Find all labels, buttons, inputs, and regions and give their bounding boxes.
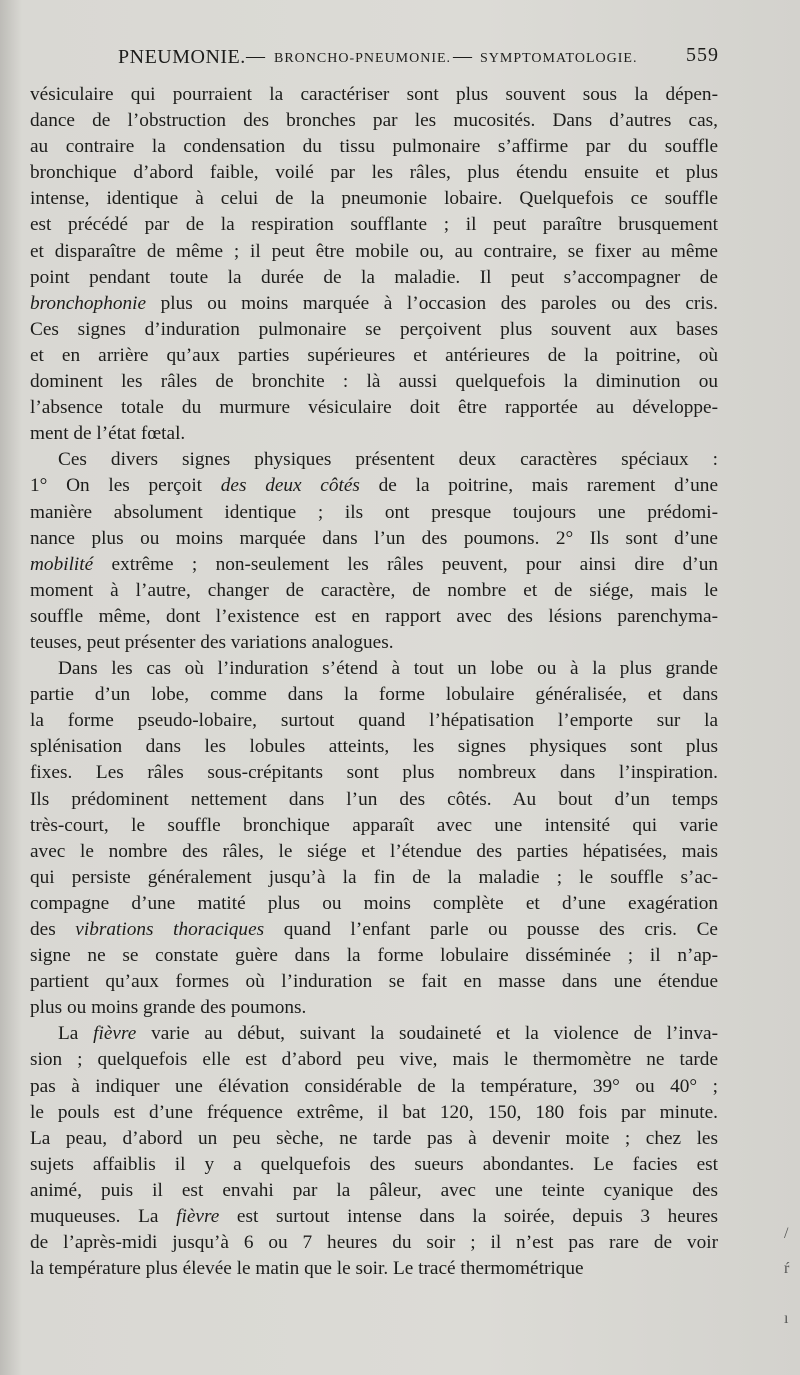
text-line: ment de l’état fœtal. [30,423,186,445]
text-line: partie d’un lobe, comme dans la forme lobulaire généralisée, et dans [30,684,718,706]
header-dash: — [453,46,473,67]
text-line: la température plus élevée le matin que le soir. Le tracé thermométrique [30,1258,584,1280]
paragraph [30,656,718,1021]
page-number: 559 [686,44,719,66]
text-line: muqueuses. La fièvre est surtout intense dans la soirée, depuis 3 heures [30,1206,718,1228]
header-dash: — [246,46,266,67]
paragraph [30,82,718,447]
text-line: La peau, d’abord un peu sèche, ne tarde pas à devenir moite ; chez les [30,1127,718,1149]
text-line: animé, puis il est envahi par la pâleur, avec une teinte cyanique des [30,1179,718,1201]
header-title: PNEUMONIE. [118,46,246,68]
text-line: Ces signes d’induration pulmonaire se perçoivent plus souvent aux bases [30,318,718,340]
text-line: La fièvre varie au début, suivant la soudaineté et la violence de l’inva- [58,1023,718,1045]
text-line: et disparaître de même ; il peut être mobile ou, au contraire, se fixer au même [30,240,718,262]
text-line: point pendant toute la durée de la maladie. Il peut s’accompagner de [30,266,718,288]
text-line: est précédé par de la respiration soufflante ; il peut paraître brusquement [30,214,718,236]
margin-speck: ı [784,1310,789,1327]
text-line: dominent les râles de bronchite : là aussi quelquefois la diminution ou [30,371,718,393]
text-line: pas à indiquer une élévation considérable de la température, 39° ou 40° ; [30,1075,718,1097]
text-line: Dans les cas où l’induration s’étend à tout un lobe ou à la plus grande [58,658,718,680]
text-line: le pouls est d’une fréquence extrême, il bat 120, 150, 180 fois par minute. [30,1101,718,1123]
text-line: nance plus ou moins marquée dans l’un des poumons. 2° Ils sont d’une [30,527,718,549]
text-line: 1° On les perçoit des deux côtés de la poitrine, mais rarement d’une [30,475,718,497]
text-line: manière absolument identique ; ils ont presque toujours une prédomi- [30,501,718,523]
text-line: Ils prédominent nettement dans l’un des côtés. Au bout d’un temps [30,788,718,810]
margin-speck: ŕ [784,1260,790,1277]
text-line: bronchique d’abord faible, voilé par les râles, plus étendu ensuite et plus [30,162,718,184]
text-line: fixes. Les râles sous-crépitants sont plus nombreux dans l’inspiration. [30,762,718,784]
paragraph [30,447,718,656]
header-subtitle: BRONCHO-PNEUMONIE. [274,51,452,66]
text-line: qui persiste généralement jusqu’à la fin de la maladie ; le souffle s’ac- [30,866,718,888]
text-line: partient qu’aux formes où l’induration se fait en masse dans une étendue [30,971,718,993]
text-line: sion ; quelquefois elle est d’abord peu vive, mais le thermomètre ne tarde [30,1049,718,1071]
body-text [30,82,718,1282]
text-line: avec le nombre des râles, le siége et l’étendue des parties hépatisées, mais [30,840,718,862]
text-line: Ces divers signes physiques présentent deux caractères spéciaux : [58,449,718,471]
text-line: splénisation dans les lobules atteints, les signes physiques sont plus [30,736,718,758]
text-line: teuses, peut présenter des variations analogues. [30,631,394,653]
text-line: plus ou moins grande des poumons. [30,997,307,1019]
text-line: signe ne se constate guère dans la forme lobulaire disséminée ; il n’ap- [30,945,718,967]
text-line: très-court, le souffle bronchique apparaît avec une intensité qui varie [30,814,718,836]
text-line: intense, identique à celui de la pneumonie lobaire. Quelquefois ce souffle [30,188,718,210]
paragraph [30,1021,718,1282]
text-line: mobilité extrême ; non-seulement les râles peuvent, pour ainsi dire d’un [30,553,718,575]
text-line: moment à l’autre, changer de caractère, de nombre et de siége, mais le [30,579,718,601]
text-line: bronchophonie plus ou moins marquée à l’occasion des paroles ou des cris. [30,292,718,314]
margin-speck: / [784,1225,789,1242]
text-line: et en arrière qu’aux parties supérieures et antérieures de la poitrine, où [30,344,718,366]
text-line: souffle même, dont l’existence est en rapport avec des lésions parenchyma- [30,605,718,627]
text-line: de l’après-midi jusqu’à 6 ou 7 heures du soir ; il n’est pas rare de voir [30,1232,718,1254]
text-line: l’absence totale du murmure vésiculaire doit être rapportée au développe- [30,397,718,419]
text-line: la forme pseudo-lobaire, surtout quand l’hépatisation l’emporte sur la [30,710,718,732]
text-line: au contraire la condensation du tissu pulmonaire s’affirme par du souffle [30,136,718,158]
text-line: dance de l’obstruction des bronches par les mucosités. Dans d’autres cas, [30,110,718,132]
text-line: compagne d’une matité plus ou moins complète et d’une exagération [30,892,718,914]
running-header [118,44,718,78]
text-line: sujets affaiblis il y a quelquefois des sueurs abondantes. Le facies est [30,1153,718,1175]
text-line: des vibrations thoraciques quand l’enfant parle ou pousse des cris. Ce [30,919,718,940]
text-line: vésiculaire qui pourraient la caractériser sont plus souvent sous la dépen- [30,84,718,105]
header-subtitle: SYMPTOMATOLOGIE. [480,51,638,66]
